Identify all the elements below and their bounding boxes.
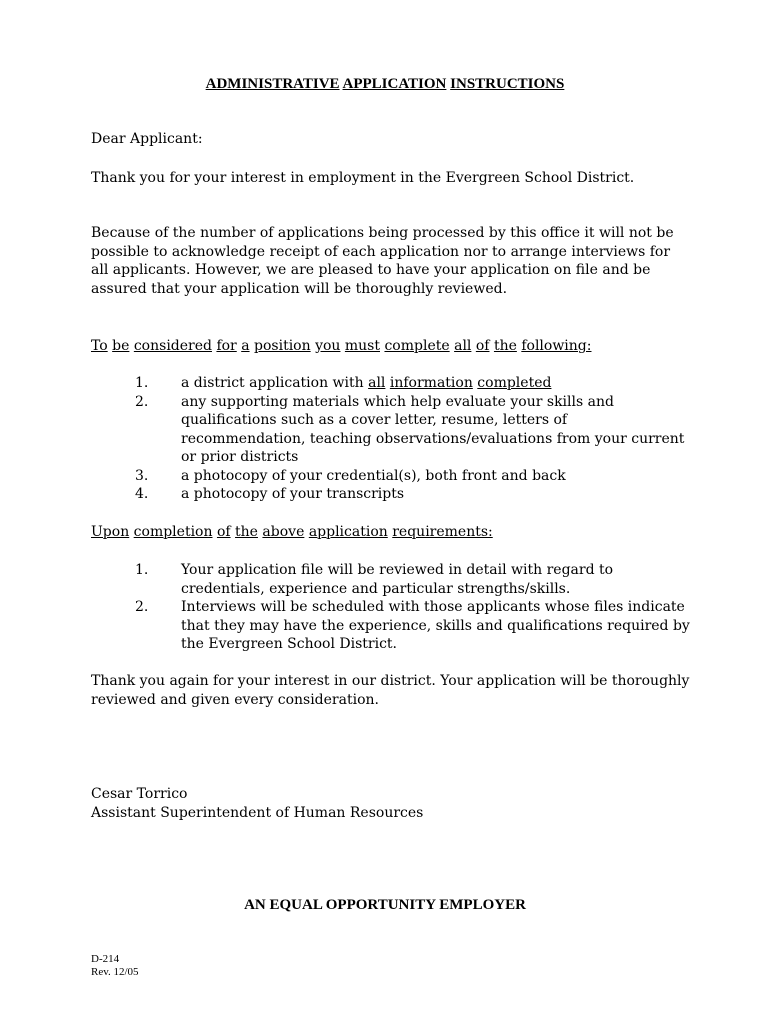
signature-block [91, 785, 691, 822]
signer-name: Cesar Torrico [91, 786, 188, 802]
list-item: 2. any supporting materials which help evaluate your skills and qualifications such as a cover letter, resume, letters of recommendation, teaching observations/evaluations from your current or prior districts [135, 393, 685, 465]
salutation: Dear Applicant: [91, 131, 203, 147]
list-item: 4. a photocopy of your transcripts [135, 486, 405, 502]
requirements-list [91, 374, 691, 504]
requirements-heading: To be considered for a position you must complete all of the following: [91, 338, 592, 354]
processing-paragraph: Because of the number of applications being processed by this office it will not be possible to acknowledge receipt of each application nor to arrange interviews for all applicants. However, we are pleased to have your application on file and be assured that your application will be thoroughly reviewed. [91, 225, 674, 297]
signer-title: Assistant Superintendent of Human Resources [91, 804, 424, 821]
completion-list [91, 561, 691, 654]
title-word: APPLICATION [342, 76, 447, 92]
list-item: 1. a district application with all information completed [135, 375, 552, 391]
intro-paragraph: Thank you for your interest in employment in the Evergreen School District. [91, 170, 635, 186]
form-info [91, 953, 139, 979]
form-revision: Rev. 12/05 [91, 966, 139, 978]
completion-heading: Upon completion of the above application requirements: [91, 524, 493, 540]
form-number: D-214 [91, 953, 120, 965]
title-word: INSTRUCTIONS [450, 76, 565, 92]
title-word: ADMINISTRATIVE [205, 76, 340, 92]
list-item: 2. Interviews will be scheduled with those applicants whose files indicate that they may have the experience, skills and qualifications required by the Evergreen School District. [135, 599, 690, 652]
closing-paragraph: Thank you again for your interest in our district. Your application will be thoroughly reviewed and given every consideration. [91, 673, 690, 708]
equal-opportunity-statement: AN EQUAL OPPORTUNITY EMPLOYER [244, 897, 526, 913]
page-title [0, 75, 770, 94]
list-item: 3. a photocopy of your credential(s), both front and back [135, 467, 566, 484]
list-item: 1. Your application file will be reviewed in detail with regard to credentials, experience and particular strengths/skills. [135, 562, 614, 597]
